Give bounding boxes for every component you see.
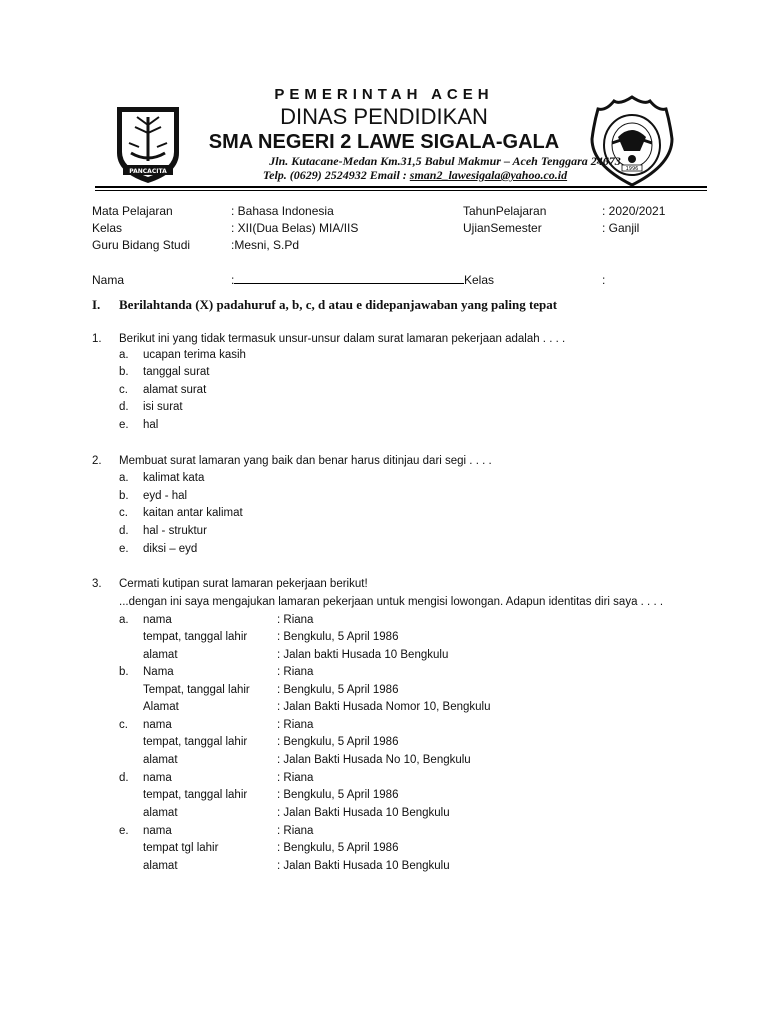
nama-field[interactable] bbox=[231, 273, 464, 287]
q2-option-text: kalimat kata bbox=[143, 472, 205, 484]
q3-option-letter[interactable]: c. bbox=[119, 719, 128, 731]
q3-number: 3. bbox=[92, 578, 102, 590]
q3-row-value: : Bengkulu, 5 April 1986 bbox=[277, 684, 399, 696]
q3-option-letter[interactable]: b. bbox=[119, 666, 129, 678]
tahun-value: : 2020/2021 bbox=[602, 204, 666, 218]
q3-row-value: : Riana bbox=[277, 666, 314, 678]
q2-option-text: diksi – eyd bbox=[143, 543, 198, 555]
q3-row-label: nama bbox=[143, 772, 172, 784]
q2-option-letter[interactable]: e. bbox=[119, 543, 129, 555]
q3-row-label: nama bbox=[143, 614, 172, 626]
q1-number: 1. bbox=[92, 333, 102, 345]
nama-blank-line bbox=[234, 274, 464, 284]
q2-option-text: hal - struktur bbox=[143, 525, 207, 537]
logo-year: 1996 bbox=[625, 166, 639, 172]
school-contact bbox=[160, 168, 670, 183]
q1-text: Berikut ini yang tidak termasuk unsur-unsur dalam surat lamaran pekerjaan adalah . . . . bbox=[119, 333, 566, 345]
q2-option-letter[interactable]: d. bbox=[119, 525, 129, 537]
q1-option-letter[interactable]: a. bbox=[119, 349, 129, 361]
q1-option-text: tanggal surat bbox=[143, 366, 210, 378]
q1-option-text: isi surat bbox=[143, 401, 183, 413]
q3-row-label: tempat, tanggal lahir bbox=[143, 631, 248, 643]
q1-option-letter[interactable]: b. bbox=[119, 366, 129, 378]
nama-label: Nama bbox=[92, 273, 125, 287]
q2-option-text: eyd - hal bbox=[143, 490, 188, 502]
guru-value: :Mesni, S.Pd bbox=[231, 238, 300, 252]
guru-label: Guru Bidang Studi bbox=[92, 238, 191, 252]
q3-row-value: : Jalan Bakti Husada 10 Bengkulu bbox=[277, 860, 450, 872]
header-divider bbox=[95, 186, 707, 188]
kelas-field-colon: : bbox=[602, 273, 606, 287]
mapel-value: : Bahasa Indonesia bbox=[231, 204, 334, 218]
contact-phone: Telp. (0629) 2524932 Email : bbox=[262, 168, 410, 182]
q2-number: 2. bbox=[92, 455, 102, 467]
q3-row-value: : Bengkulu, 5 April 1986 bbox=[277, 631, 399, 643]
contact-email-link[interactable]: sman2_lawesigala@yahoo.co.id bbox=[409, 168, 568, 182]
q2-text: Membuat surat lamaran yang baik dan benar harus ditinjau dari segi . . . . bbox=[119, 455, 492, 467]
ujian-value: : Ganjil bbox=[602, 221, 640, 235]
q3-row-label: nama bbox=[143, 825, 172, 837]
q2-option-text: kaitan antar kalimat bbox=[143, 507, 243, 519]
q3-row-label: tempat, tanggal lahir bbox=[143, 736, 248, 748]
q3-row-value: : Riana bbox=[277, 719, 314, 731]
department-title: DINAS PENDIDIKAN bbox=[280, 104, 488, 129]
q3-row-value: : Bengkulu, 5 April 1986 bbox=[277, 789, 399, 801]
kelas-label: Kelas bbox=[92, 221, 123, 235]
q3-row-label: alamat bbox=[143, 649, 178, 661]
q3-row-value: : Jalan Bakti Husada 10 Bengkulu bbox=[277, 807, 450, 819]
q3-row-label: Tempat, tanggal lahir bbox=[143, 684, 250, 696]
government-title: PEMERINTAH ACEH bbox=[274, 86, 494, 103]
q2-option-letter[interactable]: a. bbox=[119, 472, 129, 484]
q3-row-label: alamat bbox=[143, 860, 178, 872]
ujian-label: UjianSemester bbox=[463, 221, 542, 235]
q3-row-value: : Bengkulu, 5 April 1986 bbox=[277, 842, 399, 854]
q1-option-letter[interactable]: e. bbox=[119, 419, 129, 431]
q3-row-label: alamat bbox=[143, 807, 178, 819]
q1-option-letter[interactable]: d. bbox=[119, 401, 129, 413]
school-title: SMA NEGERI 2 LAWE SIGALA-GALA bbox=[208, 131, 560, 153]
q1-option-text: hal bbox=[143, 419, 159, 431]
q3-row-label: Alamat bbox=[143, 701, 179, 713]
q3-row-label: Nama bbox=[143, 666, 174, 678]
mapel-label: Mata Pelajaran bbox=[92, 204, 173, 218]
q1-option-text: alamat surat bbox=[143, 384, 207, 396]
q3-row-value: : Jalan bakti Husada 10 Bengkulu bbox=[277, 649, 449, 661]
header-divider-thin bbox=[95, 190, 707, 191]
q3-row-value: : Riana bbox=[277, 825, 314, 837]
q3-row-value: : Jalan Bakti Husada No 10, Bengkulu bbox=[277, 754, 471, 766]
section-instruction: Berilahtanda (X) padahuruf a, b, c, d atau e didepanjawaban yang paling tepat bbox=[119, 297, 558, 312]
kelas-value: : XII(Dua Belas) MIA/IIS bbox=[231, 221, 359, 235]
q1-option-letter[interactable]: c. bbox=[119, 384, 128, 396]
q3-row-value: : Bengkulu, 5 April 1986 bbox=[277, 736, 399, 748]
q3-row-label: tempat tgl lahir bbox=[143, 842, 219, 854]
q2-option-letter[interactable]: c. bbox=[119, 507, 128, 519]
section-number: I. bbox=[92, 297, 101, 312]
q3-row-value: : Riana bbox=[277, 772, 314, 784]
q3-row-label: nama bbox=[143, 719, 172, 731]
q3-option-letter[interactable]: e. bbox=[119, 825, 129, 837]
tahun-label: TahunPelajaran bbox=[463, 204, 547, 218]
q3-row-label: alamat bbox=[143, 754, 178, 766]
q3-row-value: : Jalan Bakti Husada Nomor 10, Bengkulu bbox=[277, 701, 491, 713]
q1-option-text: ucapan terima kasih bbox=[143, 349, 246, 361]
logo-text: PANCACITA bbox=[129, 168, 167, 175]
q2-option-letter[interactable]: b. bbox=[119, 490, 129, 502]
q3-quote: ...dengan ini saya mengajukan lamaran pekerjaan untuk mengisi lowongan. Adapun identitas diri saya . . . . bbox=[119, 596, 664, 608]
nama-colon: : bbox=[231, 273, 235, 287]
q3-text: Cermati kutipan surat lamaran pekerjaan berikut! bbox=[119, 578, 368, 590]
kelas-field-label: Kelas bbox=[464, 273, 495, 287]
q3-row-label: tempat, tanggal lahir bbox=[143, 789, 248, 801]
school-address: Jln. Kutacane-Medan Km.31,5 Babul Makmur – Aceh Tenggara 24673 bbox=[269, 154, 621, 168]
q3-option-letter[interactable]: a. bbox=[119, 614, 129, 626]
q3-option-letter[interactable]: d. bbox=[119, 772, 129, 784]
q3-row-value: : Riana bbox=[277, 614, 314, 626]
